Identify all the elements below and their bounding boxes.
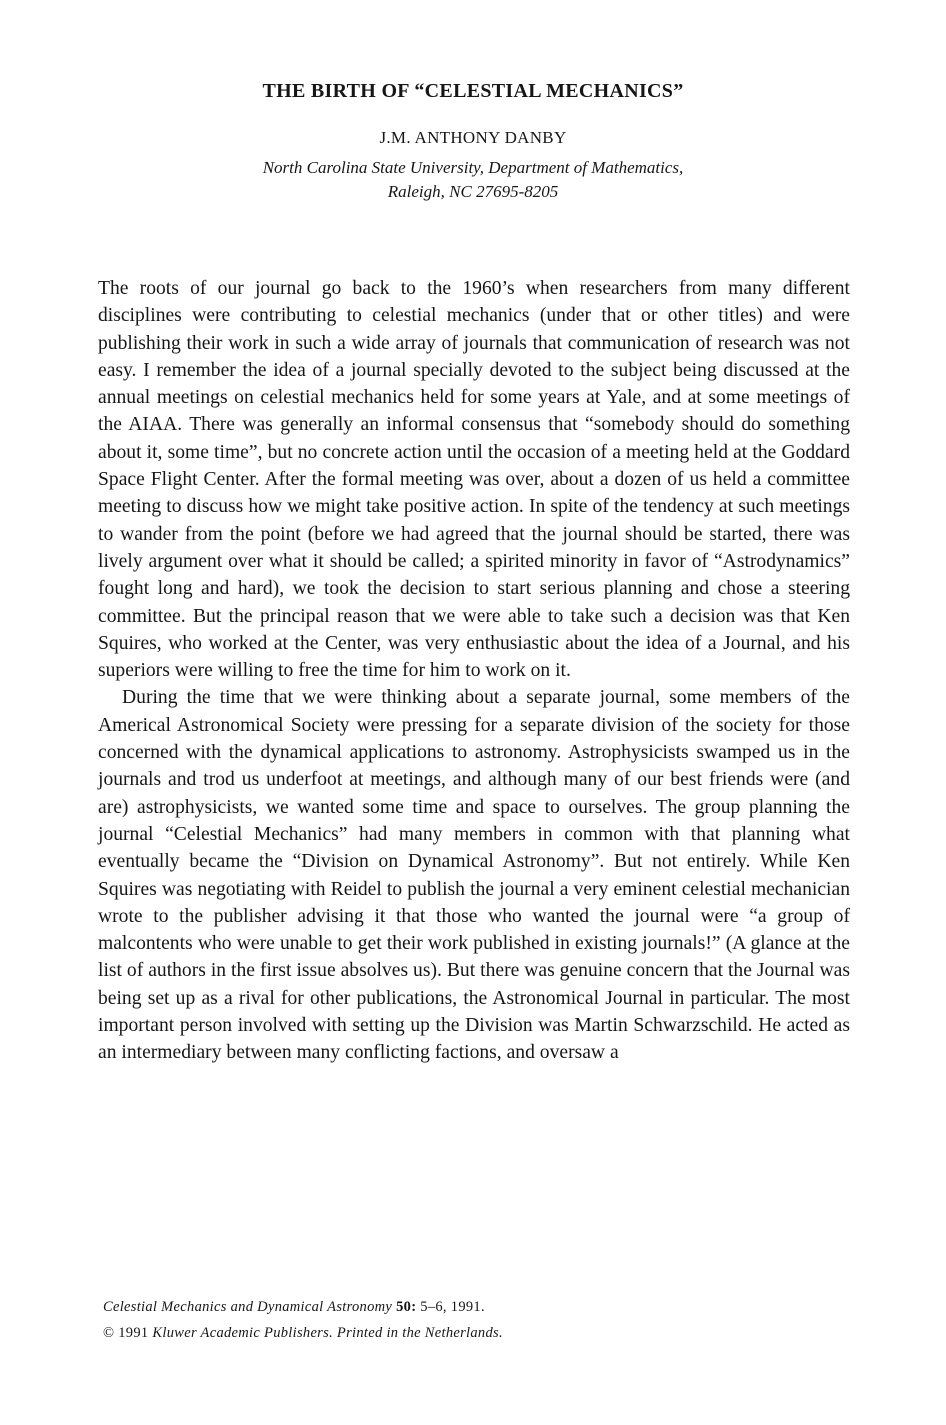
- page-footer: [103, 1294, 863, 1346]
- author-name: J.M. ANTHONY DANBY: [379, 128, 567, 147]
- author-affiliation: [0, 156, 946, 204]
- affiliation-line-2: Raleigh, NC 27695-8205: [387, 182, 559, 201]
- body-paragraph-1: The roots of our journal go back to the 1960’s when researchers from many different disciplines were contributing to celestial mechanics (under that or other titles) and were publishing their work in such a wide array of journals that communication of research was not easy. I remember the idea of a journal specially devoted to the subject being discussed at the annual meetings on celestial mechanics held for some years at Yale, and at some meetings of the AIAA. There was generally an informal consensus that “somebody should do something about it, some time”, but no concrete action until the occasion of a meeting held at the Goddard Space Flight Center. After the formal meeting was over, about a dozen of us held a committee meeting to discuss how we might take positive action. In spite of the tendency at such meetings to wander from the point (before we had agreed that the journal should be started, there was lively argument over what it should be called; a spirited minority in favor of “Astrodynamics” fought long and hard), we took the decision to start serious planning and chose a steering committee. But the principal reason that we were able to take such a decision was that Ken Squires, who worked at the Center, was very enthusiastic about the idea of a Journal, and his superiors were willing to free the time for him to work on it.: [98, 278, 850, 682]
- journal-volume: 50:: [396, 1299, 417, 1315]
- citation-line: [103, 1294, 863, 1320]
- copyright-year: 1991: [114, 1325, 153, 1341]
- publisher-name: Kluwer Academic Publishers. Printed in the Netherlands.: [152, 1325, 503, 1341]
- affiliation-line-1: North Carolina State University, Department of Mathematics,: [262, 158, 684, 177]
- copyright-line: [103, 1320, 863, 1346]
- copyright-icon: ©: [103, 1325, 115, 1341]
- journal-pages-year: 5–6, 1991.: [416, 1299, 485, 1315]
- article-body: [98, 275, 850, 1067]
- journal-name: Celestial Mechanics and Dynamical Astronomy: [103, 1299, 393, 1315]
- body-paragraph-2: During the time that we were thinking about a separate journal, some members of the Americal Astronomical Society were pressing for a separate division of the society for those concerned with the dynamical applications to astronomy. Astrophysicists swamped us in the journals and trod us underfoot at meetings, and although many of our best friends were (and are) astrophysicists, we wanted some time and space to ourselves. The group planning the journal “Celestial Mechanics” had many members in common with that planning what eventually became the “Division on Dynamical Astronomy”. But not entirely. While Ken Squires was negotiating with Reidel to publish the journal a very eminent celestial mechanician wrote to the publisher advising it that those who wanted the journal were “a group of malcontents who were unable to get their work published in existing journals!” (A glance at the list of authors in the first issue absolves us). But there was genuine concern that the Journal was being set up as a rival for other publications, the Astronomical Journal in particular. The most important person involved with setting up the Division was Martin Schwarzschild. He acted as an intermediary between many conflicting factions, and oversaw a: [98, 687, 850, 1064]
- article-title: THE BIRTH OF “CELESTIAL MECHANICS”: [262, 80, 684, 102]
